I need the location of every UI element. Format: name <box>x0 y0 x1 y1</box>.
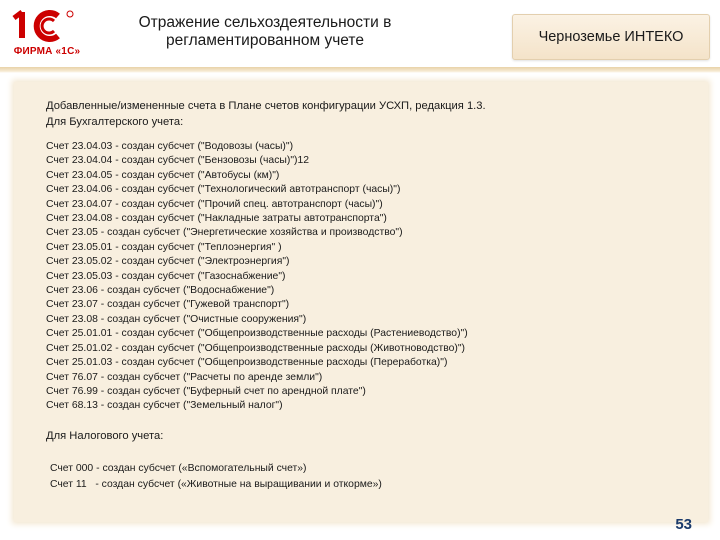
list-item: Счет 68.13 - создан субсчет ("Земельный налог") <box>46 400 283 412</box>
list-item: Счет 23.06 - создан субсчет ("Водоснабжение") <box>46 285 275 297</box>
company-name: Черноземье ИНТЕКО <box>538 29 684 45</box>
list-item: Счет 23.04.07 - создан субсчет ("Прочий спец. автотранспорт (часы)") <box>46 198 383 210</box>
intro <box>46 98 686 130</box>
list-item: Счет 25.01.01 - создан субсчет ("Общепроизводственные расходы (Растениеводство)") <box>46 328 468 340</box>
list-item: Счет 25.01.02 - создан субсчет ("Общепроизводственные расходы (Животноводство)") <box>46 342 466 354</box>
list-item: Счет 23.04.05 - создан субсчет ("Автобусы (км)") <box>46 169 280 181</box>
company-badge <box>512 14 710 60</box>
tax-heading: Для Налогового учета: <box>46 430 164 442</box>
list-item: Счет 11 - создан субсчет («Животные на выращивании и откорме») <box>50 479 382 490</box>
list-item: Счет 23.04.04 - создан субсчет ("Бензовозы (часы)")12 <box>46 155 310 167</box>
list-item: Счет 25.01.03 - создан субсчет ("Общепроизводственные расходы (Переработка)") <box>46 357 448 369</box>
content-panel <box>14 82 708 522</box>
list-item: Счет 23.04.06 - создан субсчет ("Технологический автотранспорт (часы)") <box>46 184 401 196</box>
intro-line-1: Добавленные/измененные счета в Плане счетов конфигурации УСХП, редакция 1.3. <box>46 100 486 112</box>
list-item: Счет 000 - создан субсчет («Вспомогательный счет») <box>50 463 307 474</box>
logo-1c <box>8 8 88 64</box>
list-item: Счет 76.07 - создан субсчет ("Расчеты по аренде земли") <box>46 371 323 383</box>
list-item: Счет 23.07 - создан субсчет ("Гужевой транспорт") <box>46 299 290 311</box>
intro-line-2: Для Бухгалтерского учета: <box>46 116 184 128</box>
list-item: Счет 23.05 - создан субсчет ("Энергетические хозяйства и производство") <box>46 227 403 239</box>
logo-1c-icon <box>8 8 86 48</box>
list-item: Счет 23.05.01 - создан субсчет ("Теплоэнергия" ) <box>46 241 282 253</box>
tax-list <box>50 461 382 493</box>
list-item: Счет 23.05.02 - создан субсчет ("Электроэнергия") <box>46 256 290 268</box>
page-title <box>100 14 430 50</box>
accounting-list <box>46 140 468 414</box>
page-number: 53 <box>675 516 692 533</box>
logo-caption: ФИРМА «1С» <box>13 46 81 57</box>
list-item: Счет 23.05.03 - создан субсчет ("Газоснабжение") <box>46 270 286 282</box>
list-item: Счет 76.99 - создан субсчет ("Буферный счет по арендной плате") <box>46 385 366 397</box>
title-line-1: Отражение сельхоздеятельности в <box>138 14 392 31</box>
list-item: Счет 23.04.03 - создан субсчет ("Водовозы (часы)") <box>46 141 294 152</box>
list-item: Счет 23.04.08 - создан субсчет ("Накладные затраты автотранспорта") <box>46 213 387 225</box>
title-line-2: регламентированном учете <box>166 32 364 49</box>
header-divider <box>0 67 720 73</box>
list-item: Счет 23.08 - создан субсчет ("Очистные сооружения") <box>46 313 307 325</box>
